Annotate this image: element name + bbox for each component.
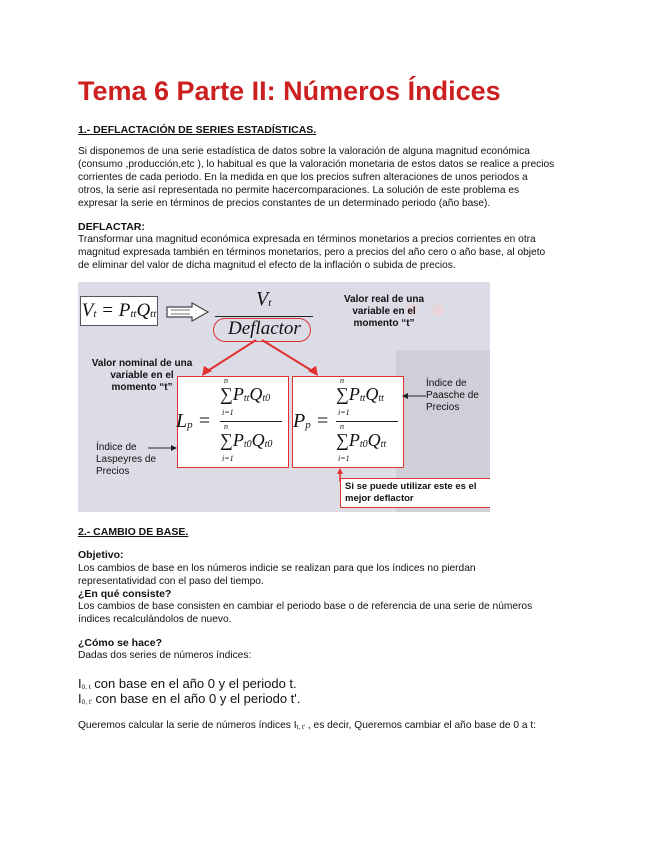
label-line: Valor nominal de una <box>91 358 193 369</box>
label-line: mejor deflactor <box>345 493 414 504</box>
label-line: momento “t” <box>353 318 415 329</box>
label-line: Precios <box>426 402 460 413</box>
fraction-bar <box>215 316 313 317</box>
text-line: de eliminar del valor de dicha magnitud el efecto de la inflación o subida de precios. <box>78 260 456 271</box>
deflactar-heading: DEFLACTAR: <box>78 221 145 233</box>
label-line: Índice de <box>426 378 467 389</box>
paasche-label <box>426 378 479 414</box>
text-line: índices recalculándolos de nuevo. <box>78 614 232 625</box>
label-line: Si se puede utilizar este es el <box>345 481 477 492</box>
label-line: Índice de <box>96 442 137 453</box>
series-description: con base en el año 0 y el periodo t. <box>90 676 297 691</box>
series-line-1 <box>78 676 297 691</box>
consiste-text <box>78 600 532 626</box>
section2-heading: 2.- CAMBIO DE BASE. <box>78 526 189 538</box>
index-subscript: 0, t <box>81 684 91 691</box>
deflactor-label: Deflactor <box>228 318 301 339</box>
text-line: otros, la serie así representada no permite hacercomparaciones. La solución de este problema es <box>78 185 520 196</box>
page-title: Tema 6 Parte II: Números Índices <box>78 76 501 106</box>
index-subscript: t, t' <box>296 724 306 731</box>
label-line: Precios <box>96 466 130 477</box>
arrow-right-icon <box>166 302 210 322</box>
label-line: momento “t” <box>111 382 173 393</box>
final-text <box>78 719 536 734</box>
series-description: con base en el año 0 y el periodo t'. <box>91 691 301 706</box>
label-line: variable en el <box>110 370 174 381</box>
text-line: Los cambios de base consisten en cambiar el periodo base o de referencia de una serie de números <box>78 601 533 612</box>
laspeyres-denominator: n ∑Pt0Qt0 i=1 <box>220 422 273 463</box>
text-line: magnitud expresada también en términos monetarios, pero a precios del año cero o año base, al objeto <box>78 247 546 258</box>
text-line: representatividad con el paso del tiempo. <box>78 576 264 587</box>
text-line: (consumo ,producción,etc ), lo habitual es que la valoración monetaria de estos datos se realice a precios <box>78 159 555 170</box>
label-line: Paasche de <box>426 390 479 401</box>
text-line: corrientes de cada periodo. En la medida en que los precios sufren alteraciones de unos periodos a <box>78 172 528 183</box>
paasche-numerator: n ∑PttQtt i=1 <box>336 376 384 417</box>
index-subscript: 0, t' <box>81 699 92 706</box>
laspeyres-numerator: n ∑PttQt0 i=1 <box>220 376 271 417</box>
label-line: Valor real de una <box>343 294 425 305</box>
index-symbol: I <box>78 691 82 706</box>
vt-numerator: Vt <box>256 288 272 310</box>
best-deflator-note <box>340 478 490 508</box>
consiste-heading: ¿En qué consiste? <box>78 588 172 600</box>
section1-heading: 1.- DEFLACTACIÓN DE SERIES ESTADÍSTICAS. <box>78 124 317 136</box>
text-line: Los cambios de base en los números indicie se realizan para que los índices no pierdan <box>78 563 476 574</box>
objetivo-heading: Objetivo: <box>78 549 124 561</box>
paasche-denominator: n ∑Pt0Qtt i=1 <box>336 422 387 463</box>
series-line-2 <box>78 691 300 706</box>
section1-paragraph2 <box>78 233 545 272</box>
text-line: Transformar una magnitud económica expresada en términos monetarios a precios corrientes en otra <box>78 234 536 245</box>
index-symbol: I <box>78 676 82 691</box>
text-part: Queremos calcular la serie de números índices I <box>78 720 297 731</box>
vt-symbol: V <box>81 300 94 321</box>
label-line: variable en el <box>352 306 416 317</box>
como-heading: ¿Cómo se hace? <box>78 637 163 649</box>
pp-symbol: Pp = <box>293 410 330 432</box>
text-part: , es decir, Queremos cambiar el año base de 0 a t: <box>305 720 537 731</box>
deflator-figure <box>78 282 490 512</box>
vt-formula-box: Vt = PttQtt <box>80 296 158 326</box>
real-value-label <box>328 294 440 330</box>
text-line: expresar la serie en términos de precios constantes de un determinado periodo (año base). <box>78 198 491 209</box>
objetivo-text <box>78 562 476 588</box>
section1-paragraph1 <box>78 145 554 210</box>
arrow-right-icon <box>146 442 180 454</box>
lp-symbol: Lp = <box>176 410 212 432</box>
arrow-left-icon <box>400 390 428 402</box>
como-text: Dadas dos series de números índices: <box>78 650 252 661</box>
text-line: Si disponemos de una serie estadística de datos sobre la valoración de alguna magnitud económica <box>78 146 530 157</box>
label-line: Laspeyres de <box>96 454 157 465</box>
